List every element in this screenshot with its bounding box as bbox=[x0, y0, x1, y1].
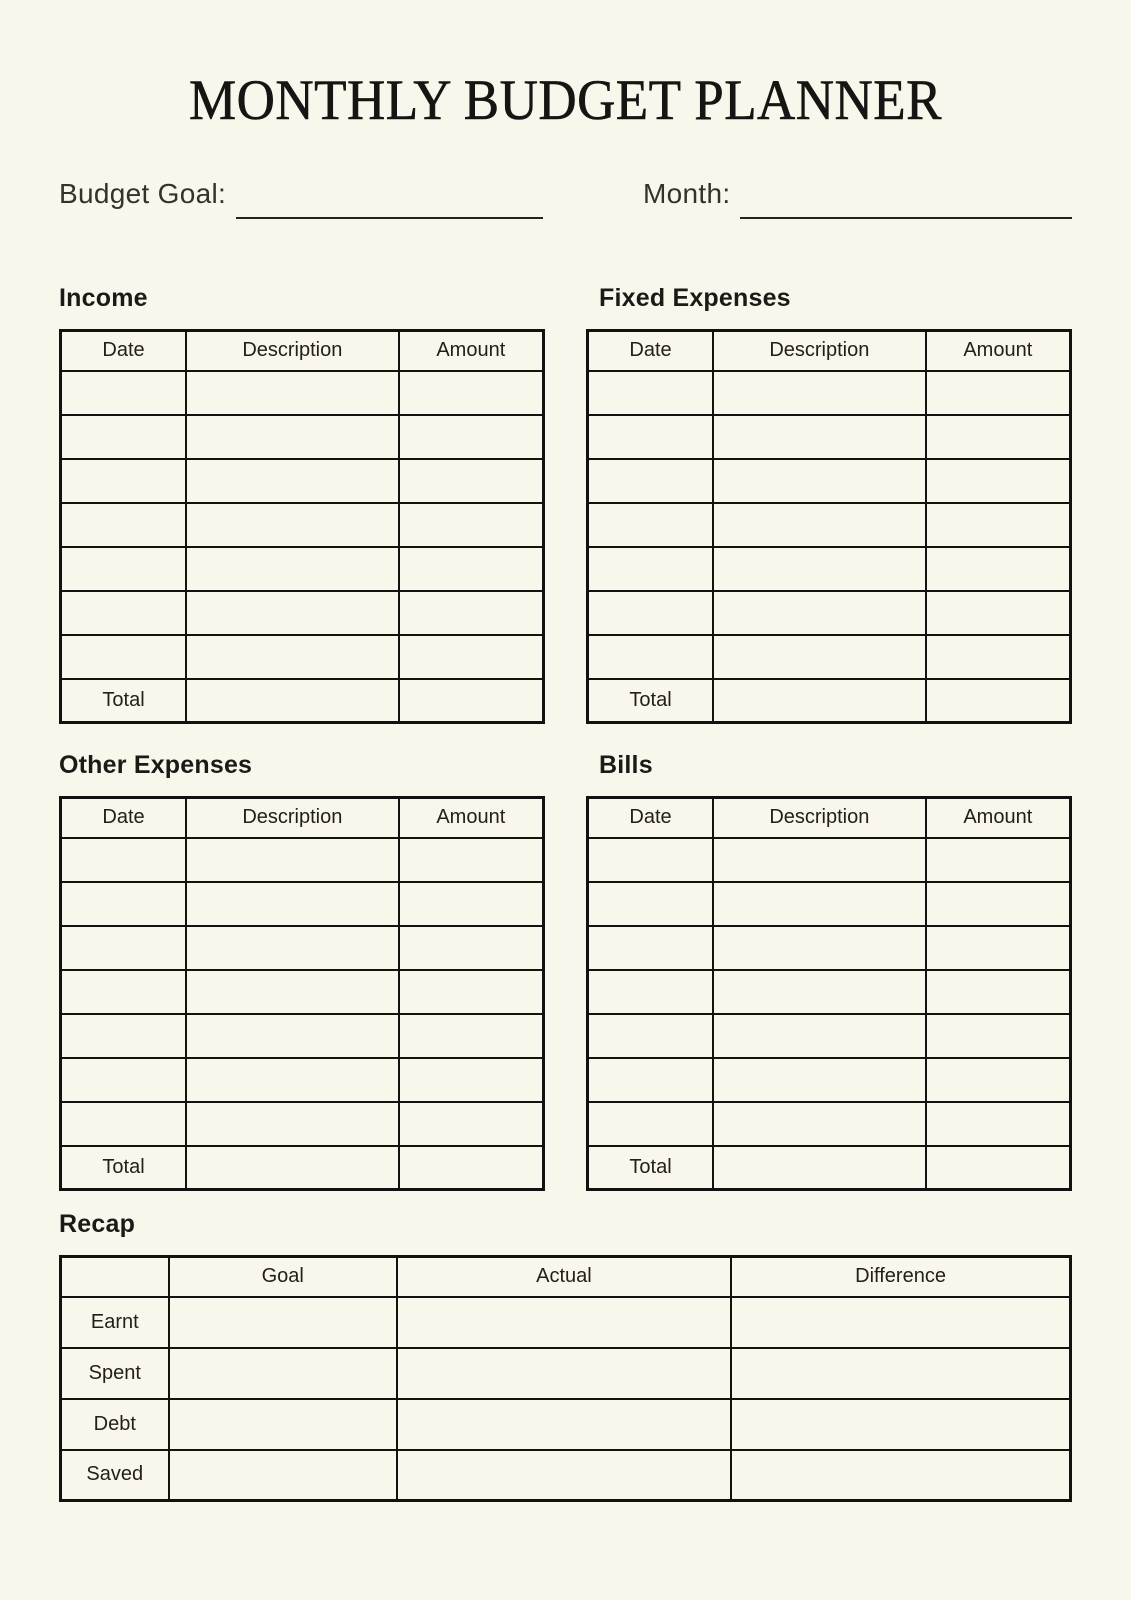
empty-row bbox=[588, 415, 1071, 459]
entry-cell[interactable] bbox=[61, 371, 187, 415]
empty-row bbox=[588, 635, 1071, 679]
entry-cell[interactable] bbox=[186, 591, 399, 635]
entry-cell[interactable] bbox=[399, 926, 544, 970]
bills-header-row bbox=[588, 798, 1071, 838]
entry-cell[interactable] bbox=[399, 970, 544, 1014]
other-expenses-title: Other Expenses bbox=[59, 751, 253, 780]
income-title: Income bbox=[59, 284, 148, 313]
recap-col-goal: Goal bbox=[169, 1257, 397, 1297]
entry-cell[interactable] bbox=[186, 838, 399, 882]
entry-cell[interactable] bbox=[399, 459, 544, 503]
entry-cell[interactable] bbox=[713, 1058, 926, 1102]
entry-cell[interactable] bbox=[588, 1058, 714, 1102]
entry-cell[interactable] bbox=[588, 926, 714, 970]
entry-cell[interactable] bbox=[61, 503, 187, 547]
entry-cell[interactable] bbox=[713, 415, 926, 459]
fixed-expenses-total-description-cell[interactable] bbox=[713, 679, 926, 723]
recap-saved-goal-cell[interactable] bbox=[169, 1450, 397, 1501]
other-expenses-total-row bbox=[61, 1146, 544, 1190]
recap-header-row bbox=[61, 1257, 1071, 1297]
entry-cell[interactable] bbox=[588, 635, 714, 679]
entry-cell[interactable] bbox=[588, 415, 714, 459]
recap-col-difference: Difference bbox=[731, 1257, 1070, 1297]
entry-cell[interactable] bbox=[61, 591, 187, 635]
other-expenses-col-date: Date bbox=[61, 798, 187, 838]
entry-cell[interactable] bbox=[926, 503, 1071, 547]
other-expenses-total-amount-cell[interactable] bbox=[399, 1146, 544, 1190]
recap-spent-goal-cell[interactable] bbox=[169, 1348, 397, 1399]
empty-row bbox=[61, 970, 544, 1014]
entry-cell[interactable] bbox=[186, 459, 399, 503]
entry-cell[interactable] bbox=[61, 970, 187, 1014]
empty-row bbox=[61, 591, 544, 635]
entry-cell[interactable] bbox=[588, 970, 714, 1014]
entry-cell[interactable] bbox=[926, 882, 1071, 926]
recap-row-debt bbox=[61, 1399, 1071, 1450]
recap-row-label-saved: Saved bbox=[61, 1450, 169, 1501]
budget-goal-field bbox=[59, 177, 543, 211]
recap-corner-cell bbox=[61, 1257, 169, 1297]
empty-row bbox=[588, 1014, 1071, 1058]
entry-cell[interactable] bbox=[186, 882, 399, 926]
bills-total-description-cell[interactable] bbox=[713, 1146, 926, 1190]
income-total-description-cell[interactable] bbox=[186, 679, 399, 723]
empty-row bbox=[588, 547, 1071, 591]
other-expenses-table bbox=[59, 796, 545, 1191]
recap-earnt-actual-cell[interactable] bbox=[397, 1297, 731, 1348]
fixed-expenses-col-description: Description bbox=[713, 331, 926, 371]
entry-cell[interactable] bbox=[713, 635, 926, 679]
entry-cell[interactable] bbox=[713, 838, 926, 882]
empty-row bbox=[61, 503, 544, 547]
entry-cell[interactable] bbox=[713, 882, 926, 926]
entry-cell[interactable] bbox=[399, 1058, 544, 1102]
month-field bbox=[643, 177, 1072, 211]
recap-debt-goal-cell[interactable] bbox=[169, 1399, 397, 1450]
empty-row bbox=[61, 838, 544, 882]
bills-table bbox=[586, 796, 1072, 1191]
entry-cell[interactable] bbox=[399, 838, 544, 882]
empty-row bbox=[588, 970, 1071, 1014]
entry-cell[interactable] bbox=[186, 635, 399, 679]
recap-title: Recap bbox=[59, 1210, 136, 1239]
bills-col-description: Description bbox=[713, 798, 926, 838]
income-col-date: Date bbox=[61, 331, 187, 371]
empty-row bbox=[61, 415, 544, 459]
entry-cell[interactable] bbox=[399, 882, 544, 926]
entry-cell[interactable] bbox=[926, 635, 1071, 679]
entry-cell[interactable] bbox=[399, 547, 544, 591]
entry-cell[interactable] bbox=[61, 926, 187, 970]
entry-cell[interactable] bbox=[399, 415, 544, 459]
entry-cell[interactable] bbox=[926, 459, 1071, 503]
entry-cell[interactable] bbox=[399, 635, 544, 679]
entry-cell[interactable] bbox=[399, 371, 544, 415]
bills-total-amount-cell[interactable] bbox=[926, 1146, 1071, 1190]
recap-table bbox=[59, 1255, 1072, 1502]
recap-saved-actual-cell[interactable] bbox=[397, 1450, 731, 1501]
entry-cell[interactable] bbox=[186, 415, 399, 459]
entry-cell[interactable] bbox=[61, 1102, 187, 1146]
entry-cell[interactable] bbox=[713, 503, 926, 547]
fixed-expenses-total-label: Total bbox=[588, 679, 714, 723]
entry-cell[interactable] bbox=[399, 1102, 544, 1146]
entry-cell[interactable] bbox=[588, 547, 714, 591]
recap-row-earnt bbox=[61, 1297, 1071, 1348]
recap-row-spent bbox=[61, 1348, 1071, 1399]
recap-row-label-earnt: Earnt bbox=[61, 1297, 169, 1348]
entry-cell[interactable] bbox=[186, 1014, 399, 1058]
empty-row bbox=[61, 1014, 544, 1058]
section-bills bbox=[586, 750, 1072, 1191]
entry-cell[interactable] bbox=[713, 459, 926, 503]
other-expenses-col-description: Description bbox=[186, 798, 399, 838]
entry-cell[interactable] bbox=[588, 1014, 714, 1058]
entry-cell[interactable] bbox=[61, 1014, 187, 1058]
empty-row bbox=[588, 459, 1071, 503]
header-fields bbox=[59, 177, 1072, 211]
entry-cell[interactable] bbox=[713, 970, 926, 1014]
entry-cell[interactable] bbox=[61, 459, 187, 503]
fixed-expenses-total-row bbox=[588, 679, 1071, 723]
entry-cell[interactable] bbox=[926, 838, 1071, 882]
entry-cell[interactable] bbox=[588, 1102, 714, 1146]
income-total-row bbox=[61, 679, 544, 723]
tables-grid bbox=[59, 283, 1072, 1191]
section-fixed-expenses bbox=[586, 283, 1072, 724]
entry-cell[interactable] bbox=[186, 1058, 399, 1102]
recap-earnt-goal-cell[interactable] bbox=[169, 1297, 397, 1348]
budget-goal-label: Budget Goal: bbox=[59, 178, 227, 209]
entry-cell[interactable] bbox=[713, 547, 926, 591]
empty-row bbox=[588, 1102, 1071, 1146]
entry-cell[interactable] bbox=[186, 970, 399, 1014]
section-other-expenses bbox=[59, 750, 545, 1191]
empty-row bbox=[61, 882, 544, 926]
entry-cell[interactable] bbox=[61, 547, 187, 591]
entry-cell[interactable] bbox=[713, 926, 926, 970]
empty-row bbox=[61, 459, 544, 503]
recap-spent-actual-cell[interactable] bbox=[397, 1348, 731, 1399]
section-income bbox=[59, 283, 545, 724]
bills-total-label: Total bbox=[588, 1146, 714, 1190]
entry-cell[interactable] bbox=[588, 371, 714, 415]
entry-cell[interactable] bbox=[713, 1102, 926, 1146]
fixed-expenses-col-date: Date bbox=[588, 331, 714, 371]
entry-cell[interactable] bbox=[186, 1102, 399, 1146]
recap-row-label-spent: Spent bbox=[61, 1348, 169, 1399]
entry-cell[interactable] bbox=[399, 1014, 544, 1058]
income-col-amount: Amount bbox=[399, 331, 544, 371]
entry-cell[interactable] bbox=[926, 591, 1071, 635]
empty-row bbox=[588, 503, 1071, 547]
entry-cell[interactable] bbox=[926, 1014, 1071, 1058]
income-total-label: Total bbox=[61, 679, 187, 723]
entry-cell[interactable] bbox=[399, 591, 544, 635]
entry-cell[interactable] bbox=[926, 371, 1071, 415]
empty-row bbox=[588, 371, 1071, 415]
entry-cell[interactable] bbox=[61, 635, 187, 679]
entry-cell[interactable] bbox=[399, 503, 544, 547]
other-expenses-total-description-cell[interactable] bbox=[186, 1146, 399, 1190]
entry-cell[interactable] bbox=[926, 1058, 1071, 1102]
recap-row-saved bbox=[61, 1450, 1071, 1501]
empty-row bbox=[61, 1058, 544, 1102]
entry-cell[interactable] bbox=[61, 415, 187, 459]
recap-spent-difference-cell[interactable] bbox=[731, 1348, 1070, 1399]
empty-row bbox=[588, 838, 1071, 882]
entry-cell[interactable] bbox=[186, 371, 399, 415]
other-expenses-header-row bbox=[61, 798, 544, 838]
entry-cell[interactable] bbox=[61, 882, 187, 926]
entry-cell[interactable] bbox=[186, 547, 399, 591]
entry-cell[interactable] bbox=[588, 838, 714, 882]
bills-title: Bills bbox=[599, 751, 653, 780]
entry-cell[interactable] bbox=[186, 926, 399, 970]
income-total-amount-cell[interactable] bbox=[399, 679, 544, 723]
fixed-expenses-title: Fixed Expenses bbox=[599, 284, 791, 313]
income-table bbox=[59, 329, 545, 724]
entry-cell[interactable] bbox=[926, 415, 1071, 459]
entry-cell[interactable] bbox=[588, 882, 714, 926]
empty-row bbox=[61, 547, 544, 591]
recap-debt-difference-cell[interactable] bbox=[731, 1399, 1070, 1450]
entry-cell[interactable] bbox=[186, 503, 399, 547]
page-title: MONTHLY BUDGET PLANNER bbox=[189, 69, 942, 132]
entry-cell[interactable] bbox=[713, 371, 926, 415]
fixed-expenses-total-amount-cell[interactable] bbox=[926, 679, 1071, 723]
entry-cell[interactable] bbox=[926, 970, 1071, 1014]
entry-cell[interactable] bbox=[588, 459, 714, 503]
entry-cell[interactable] bbox=[61, 838, 187, 882]
empty-row bbox=[61, 1102, 544, 1146]
empty-row bbox=[588, 926, 1071, 970]
empty-row bbox=[588, 882, 1071, 926]
entry-cell[interactable] bbox=[926, 1102, 1071, 1146]
month-label: Month: bbox=[643, 178, 731, 209]
fixed-expenses-table bbox=[586, 329, 1072, 724]
entry-cell[interactable] bbox=[588, 503, 714, 547]
recap-col-actual: Actual bbox=[397, 1257, 731, 1297]
empty-row bbox=[61, 371, 544, 415]
bills-col-date: Date bbox=[588, 798, 714, 838]
entry-cell[interactable] bbox=[61, 1058, 187, 1102]
other-expenses-total-label: Total bbox=[61, 1146, 187, 1190]
income-header-row bbox=[61, 331, 544, 371]
fixed-expenses-col-amount: Amount bbox=[926, 331, 1071, 371]
entry-cell[interactable] bbox=[713, 1014, 926, 1058]
bills-col-amount: Amount bbox=[926, 798, 1071, 838]
recap-saved-difference-cell[interactable] bbox=[731, 1450, 1070, 1501]
entry-cell[interactable] bbox=[926, 547, 1071, 591]
fixed-expenses-header-row bbox=[588, 331, 1071, 371]
empty-row bbox=[588, 1058, 1071, 1102]
entry-cell[interactable] bbox=[926, 926, 1071, 970]
income-col-description: Description bbox=[186, 331, 399, 371]
section-recap bbox=[59, 1209, 1072, 1502]
empty-row bbox=[588, 591, 1071, 635]
recap-earnt-difference-cell[interactable] bbox=[731, 1297, 1070, 1348]
empty-row bbox=[61, 635, 544, 679]
recap-debt-actual-cell[interactable] bbox=[397, 1399, 731, 1450]
entry-cell[interactable] bbox=[588, 591, 714, 635]
empty-row bbox=[61, 926, 544, 970]
other-expenses-col-amount: Amount bbox=[399, 798, 544, 838]
budget-goal-input-line[interactable] bbox=[236, 217, 543, 219]
bills-total-row bbox=[588, 1146, 1071, 1190]
month-input-line[interactable] bbox=[740, 217, 1072, 219]
entry-cell[interactable] bbox=[713, 591, 926, 635]
recap-row-label-debt: Debt bbox=[61, 1399, 169, 1450]
